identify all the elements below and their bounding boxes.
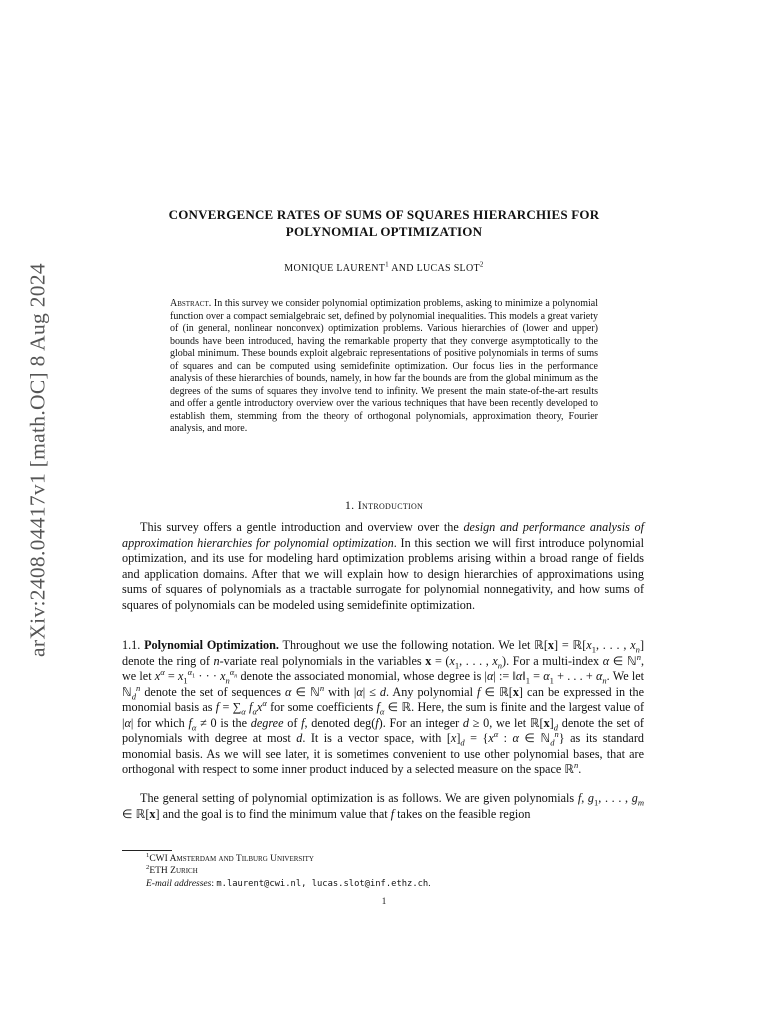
footnote-mark: 2 <box>146 864 150 872</box>
footnote-mark: 1 <box>146 851 150 859</box>
emphasized-text: design and performance analysis of approximation hierarchies for polynomial optimization <box>122 520 644 550</box>
affiliation-text: CWI Amsterdam and Tilburg University <box>149 854 314 864</box>
affiliation-mark: 2 <box>479 260 484 269</box>
subsection-title: Polynomial Optimization. <box>144 638 279 652</box>
setting-paragraph <box>122 791 644 822</box>
paragraph <box>122 520 644 613</box>
footnotes <box>146 853 646 890</box>
subsection-body <box>122 638 644 778</box>
page-number: 1 <box>381 896 387 906</box>
footnote-affiliation-2 <box>146 865 646 877</box>
author-line <box>130 260 638 274</box>
paper-title: CONVERGENCE RATES OF SUMS OF SQUARES HIERARCHIES FOR POLYNOMIAL OPTIMIZATION <box>168 207 600 239</box>
affiliation-text: ETH Zurich <box>149 866 198 877</box>
author-conjunction: AND <box>391 263 414 274</box>
text-run: This survey offers a gentle introduction and overview over the <box>140 520 464 534</box>
footnote-emails: E-mail addresses: m.laurent@cwi.nl, lucas.slot@inf.ethz.ch. <box>146 878 431 889</box>
paragraph: 1.1. Polynomial Optimization. Throughout we use the following notation. We let ℝ[x] = $ℝ[x_1$, . . . , $x_n$] denote the ring of n-variate real polynomials in the variables $x = (x_1$, . . . , $x_n$). For a multi-index α ∈ ℕ$^n$, we let $x^\alpha = x_1^{\alpha_1}$ · · · $x_n^{\alpha_n}$ denote the associated monomial, whose degree is |α| := $‖\alpha‖_1 = \alpha_1$ + . . . + $\alpha_n$. We let ℕ$_d^n$ denote the set of sequences α ∈ ℕ$^n$ with |α| ≤ d. Any polynomial f ∈ ℝ[x] can be expressed in the monomial basis as $f = \sum_\alpha$ $f_\alpha x^\alpha$ for some coefficients $f_\alpha$ ∈ ℝ. Here, the sum is finite and the largest value of |α| for which $f_\alpha \ne 0$ is the degree of f, denoted deg(f). For an integer d ≥ 0, we let $ℝ[x]_d$ denote the set of polynomials with degree at most d. It is a vector space, with $[x]_d = \{x^\alpha$ : α ∈ ℕ$_d^n$} as its standard monomial basis. As we will see later, it is sometimes convenient to use other polynomial bases, that are orthogonal with respect to some inner product induced by a selected measure on the space ℝ$^n$. <box>122 638 645 777</box>
author-name: LUCAS SLOT <box>416 263 480 274</box>
section-number: 1. <box>344 498 355 512</box>
arxiv-identifier-stamp[interactable]: arXiv:2408.04417v1 [math.OC] 8 Aug 2024 <box>25 263 50 657</box>
email-label: E-mail addresses <box>146 878 212 889</box>
affiliation-mark: 1 <box>385 260 389 269</box>
footnote-divider <box>122 850 172 851</box>
footnote-affiliation-1 <box>146 853 646 865</box>
text-run: . In this section we will first introduce polynomial optimization, and its use for modeling hard optimization problems arising within a broad range of fields and application domains. After that we will explain how to design hierarchies of approximations using sums of squares of polynomials as a tractable surrogate for polynomial nonnegativity, and how sums of squares of polynomials can be modeled using semidefinite optimization. <box>122 535 644 612</box>
section-title: Introduction <box>357 498 424 512</box>
paragraph: The general setting of polynomial optimization is as follows. We are given polynomials f, $g_1$, . . . , $g_m$ ∈ ℝ[x] and the goal is to find the minimum value that f takes on the feasible region <box>122 791 645 821</box>
introduction-body <box>122 520 644 613</box>
abstract-label: Abstract. <box>170 298 212 309</box>
abstract-text: In this survey we consider polynomial optimization problems, asking to minimize a polynomial function over a compact semialgebraic set, defined by polynomial inequalities. This models a great variety of (in general, nonlinear nonconvex) optimization problems. Various hierarchies of (lower and upper) bounds have been introduced, having the remarkable property that they converge asymptotically to the global minimum. These bounds exploit algebraic representations of positive polynomials in terms of sums of squares and can be computed using semidefinite optimization. Our focus lies in the performance analysis of these hierarchies of bounds, namely, in how far the bounds are from the global minimum as the degrees of the sums of squares they involve tend to infinity. We present the main state-of-the-art results and offer a gentle introductory overview over the various techniques that have been recently developed to establish them, stemming from the theory of orthogonal polynomials, approximation theory, Fourier analysis, and more. <box>170 298 598 434</box>
subsection-number: 1.1. <box>122 638 141 652</box>
section-heading <box>130 498 638 513</box>
abstract <box>170 298 598 436</box>
author-name: MONIQUE LAURENT <box>284 263 386 274</box>
email-addresses[interactable]: m.laurent@cwi.nl, lucas.slot@inf.ethz.ch <box>216 878 429 889</box>
